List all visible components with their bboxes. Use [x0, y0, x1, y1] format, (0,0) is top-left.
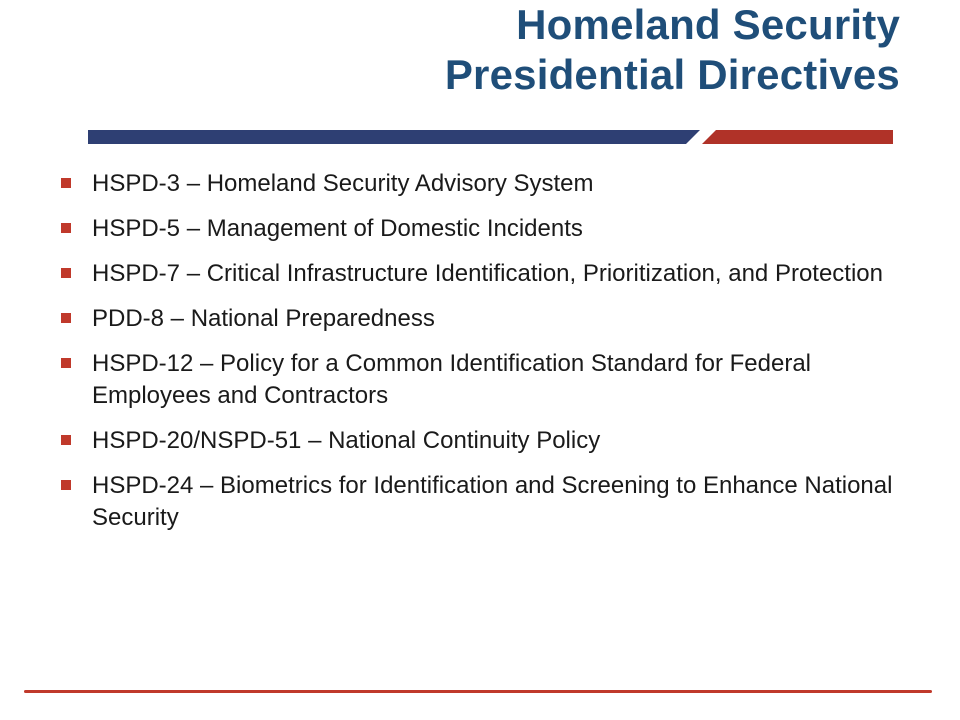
- list-item-text: HSPD-20/NSPD-51 – National Continuity Policy: [92, 427, 601, 454]
- list-item-text: HSPD-7 – Critical Infrastructure Identification, Prioritization, and Protection: [92, 260, 884, 287]
- list-item-text: HSPD-5 – Management of Domestic Incidents: [92, 215, 583, 242]
- list-item: [60, 348, 920, 412]
- footer-divider: [24, 690, 932, 693]
- list-item-text: HSPD-3 – Homeland Security Advisory System: [92, 170, 594, 197]
- list-item-text: HSPD-24 – Biometrics for Identification and Screening to Enhance National Security: [92, 472, 893, 531]
- bullet-square-icon: [61, 313, 71, 323]
- title-divider: [0, 126, 960, 148]
- list-item: [60, 213, 920, 245]
- list-item-text: HSPD-12 – Policy for a Common Identification Standard for Federal Employees and Contractors: [92, 350, 812, 409]
- bullet-square-icon: [61, 223, 71, 233]
- bullet-square-icon: [61, 480, 71, 490]
- list-item: [60, 470, 920, 534]
- title-line-1: Homeland Security: [516, 1, 900, 48]
- title-divider-red: [702, 130, 893, 144]
- list-item-text: PDD-8 – National Preparedness: [92, 305, 435, 332]
- bullet-square-icon: [61, 435, 71, 445]
- bullet-square-icon: [61, 358, 71, 368]
- list-item: [60, 425, 920, 457]
- list-item: [60, 303, 920, 335]
- title-divider-blue: [88, 130, 700, 144]
- list-item: [60, 258, 920, 290]
- bullet-square-icon: [61, 178, 71, 188]
- bullet-square-icon: [61, 268, 71, 278]
- slide-title: [200, 0, 900, 100]
- directive-list: [60, 168, 920, 547]
- list-item: [60, 168, 920, 200]
- title-line-2: Presidential Directives: [444, 51, 900, 98]
